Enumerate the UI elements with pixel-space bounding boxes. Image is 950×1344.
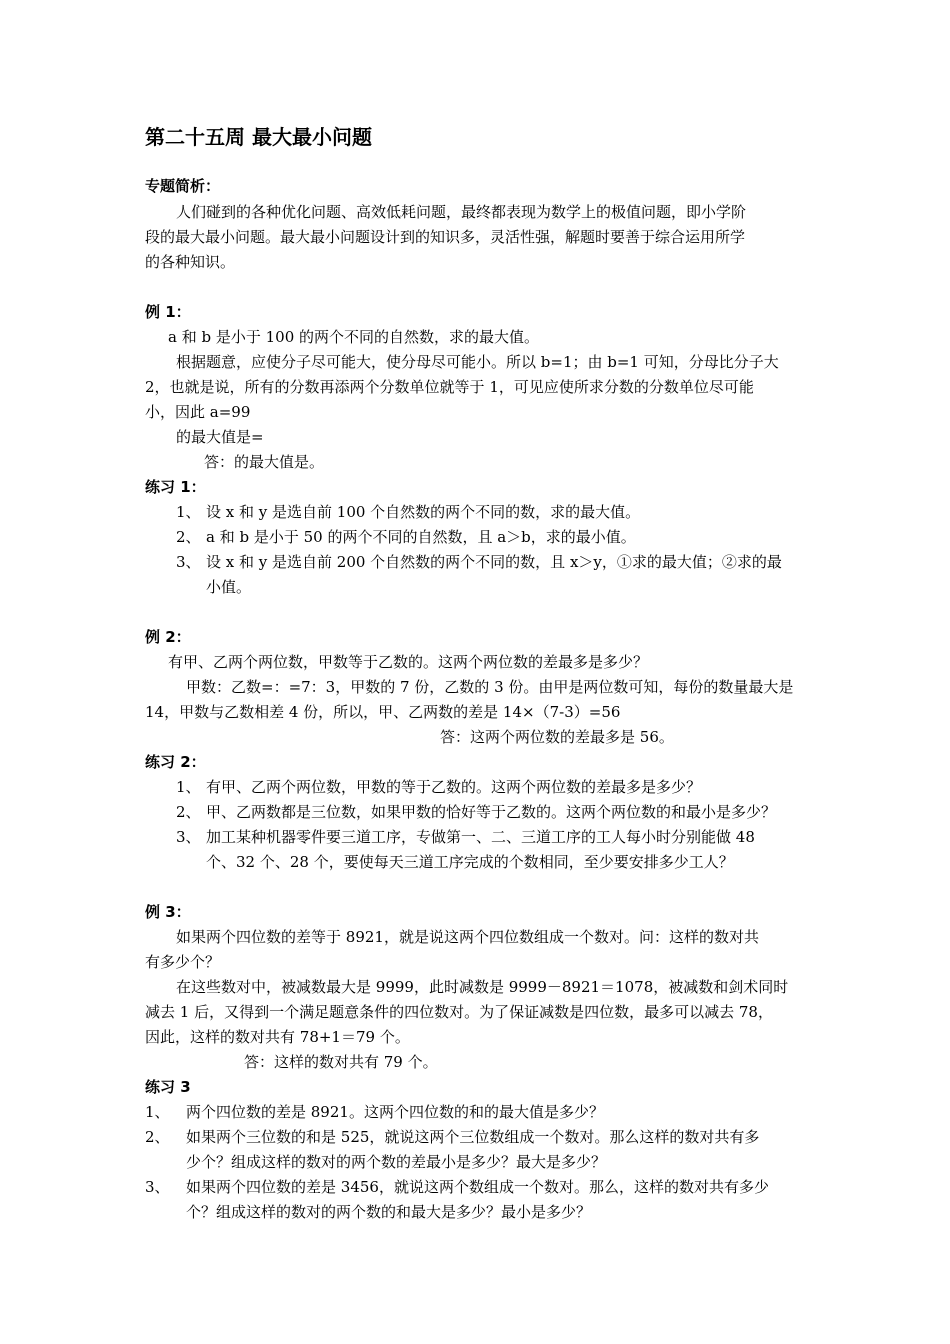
intro-line: 段的最大最小问题。最大最小问题设计到的知识多，灵活性强，解题时要善于综合运用所学 xyxy=(145,228,746,246)
practice1-item-num: 3、 xyxy=(176,553,201,571)
example2-line: 14，甲数与乙数相差 4 份，所以，甲、乙两数的差是 14×（7-3）=56 xyxy=(145,703,621,721)
practice2-item: 加工某种机器零件要三道工序，专做第一、二、三道工序的工人每小时分别能做 48 xyxy=(206,828,755,846)
practice2-item-cont: 个、32 个、28 个，要使每天三道工序完成的个数相同，至少要安排多少工人？ xyxy=(206,853,734,871)
practice1-item-num: 2、 xyxy=(176,528,201,546)
example1-line: 的最大值是= xyxy=(176,428,264,446)
practice2-item-num: 3、 xyxy=(176,828,201,846)
example1-heading: 例 1： xyxy=(145,303,191,321)
practice1-item-cont: 小值。 xyxy=(206,578,252,596)
practice2-item: 有甲、乙两个两位数，甲数的等于乙数的。这两个两位数的差最多是多少？ xyxy=(206,778,702,796)
page-title: 第二十五周 最大最小问题 xyxy=(145,125,372,149)
example3-line: 有多少个？ xyxy=(145,953,221,971)
example3-line: 减去 1 后，又得到一个满足题意条件的四位数对。为了保证减数是四位数，最多可以减去 78， xyxy=(145,1003,773,1021)
example1-line: 2，也就是说，所有的分数再添两个分数单位就等于 1，可见应使所求分数的分数单位尽可能 xyxy=(145,378,754,396)
practice1-item: 设 x 和 y 是选自前 100 个自然数的两个不同的数，求的最大值。 xyxy=(206,503,641,521)
intro-line: 人们碰到的各种优化问题、高效低耗问题，最终都表现为数学上的极值问题，即小学阶 xyxy=(176,203,747,221)
example2-line: 有甲、乙两个两位数，甲数等于乙数的。这两个两位数的差最多是多少？ xyxy=(168,653,649,671)
example1-line: 小，因此 a=99 xyxy=(145,403,251,421)
practice2-heading: 练习 2： xyxy=(145,753,206,771)
practice2-item-num: 1、 xyxy=(176,778,201,796)
practice3-item-num: 2、 xyxy=(145,1128,170,1146)
example3-line: 如果两个四位数的差等于 8921，就是说这两个四位数组成一个数对。问：这样的数对共 xyxy=(176,928,759,946)
example1-line: a 和 b 是小于 100 的两个不同的自然数，求的最大值。 xyxy=(168,328,540,346)
practice3-item-cont: 个？组成这样的数对的两个数的和最大是多少？最小是多少？ xyxy=(186,1203,592,1221)
practice1-item-num: 1、 xyxy=(176,503,201,521)
example3-heading: 例 3： xyxy=(145,903,191,921)
example3-line: 在这些数对中，被减数最大是 9999，此时减数是 9999－8921＝1078，被减数和剑术同时 xyxy=(176,978,789,996)
example1-answer: 答：的最大值是。 xyxy=(204,453,325,471)
practice3-heading: 练习 3 xyxy=(145,1078,191,1096)
practice3-item: 如果两个三位数的和是 525，就说这两个三位数组成一个数对。那么这样的数对共有多 xyxy=(186,1128,760,1146)
example3-line: 因此，这样的数对共有 78+1＝79 个。 xyxy=(145,1028,410,1046)
example2-answer: 答：这两个两位数的差最多是 56。 xyxy=(440,728,674,746)
practice2-item: 甲、乙两数都是三位数，如果甲数的恰好等于乙数的。这两个两位数的和最小是多少？ xyxy=(206,803,777,821)
practice3-item: 如果两个四位数的差是 3456，就说这两个数组成一个数对。那么，这样的数对共有多少 xyxy=(186,1178,769,1196)
practice1-item: 设 x 和 y 是选自前 200 个自然数的两个不同的数，且 x＞y，①求的最大值；②求的最 xyxy=(206,553,782,571)
example3-answer: 答：这样的数对共有 79 个。 xyxy=(244,1053,438,1071)
practice3-item: 两个四位数的差是 8921。这两个四位数的和的最大值是多少？ xyxy=(186,1103,604,1121)
practice3-item-cont: 少个？组成这样的数对的两个数的差最小是多少？最大是多少？ xyxy=(186,1153,607,1171)
example2-line: 甲数：乙数=：=7：3，甲数的 7 份，乙数的 3 份。由甲是两位数可知，每份的数量最大是 xyxy=(186,678,794,696)
example2-heading: 例 2： xyxy=(145,628,191,646)
practice3-item-num: 1、 xyxy=(145,1103,170,1121)
practice1-item: a 和 b 是小于 50 的两个不同的自然数，且 a＞b，求的最小值。 xyxy=(206,528,636,546)
practice2-item-num: 2、 xyxy=(176,803,201,821)
example1-line: 根据题意，应使分子尽可能大，使分母尽可能小。所以 b=1；由 b=1 可知，分母比分子大 xyxy=(176,353,779,371)
practice1-heading: 练习 1： xyxy=(145,478,206,496)
practice3-item-num: 3、 xyxy=(145,1178,170,1196)
intro-heading: 专题简析： xyxy=(145,177,221,195)
intro-line: 的各种知识。 xyxy=(145,253,236,271)
